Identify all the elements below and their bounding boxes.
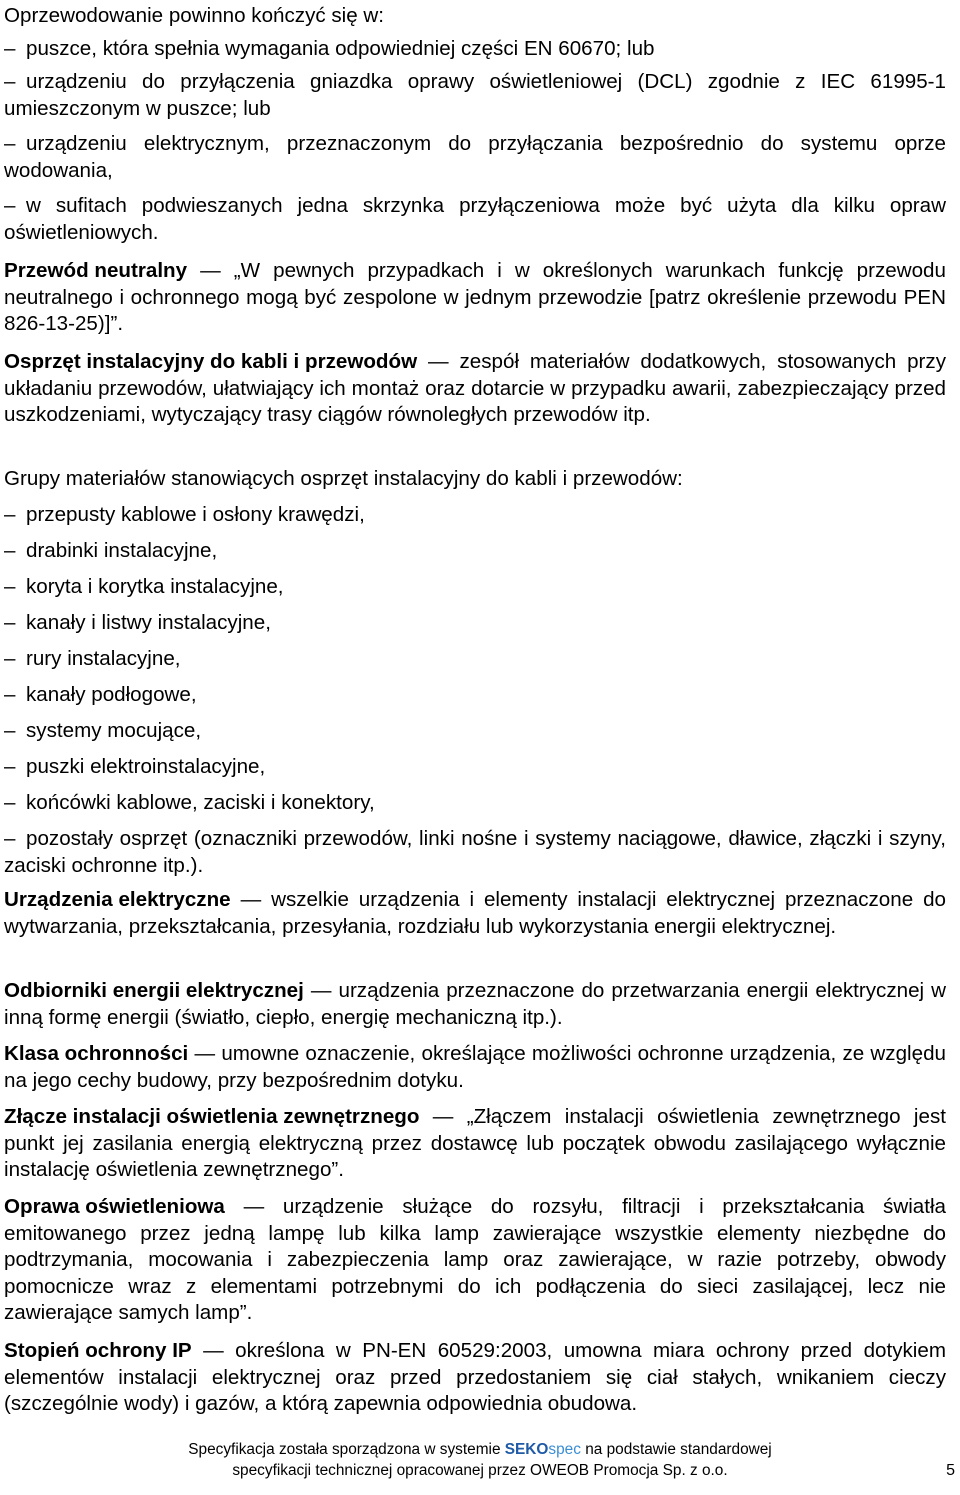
- sekospec-logo: [505, 1441, 581, 1458]
- list-item-text: drabinki instalacyjne,: [26, 539, 218, 562]
- list-item: [4, 36, 946, 63]
- dash-bullet: –: [4, 503, 16, 526]
- definition-text: urządzenie służące do rozsyłu, filtracji i przekształcania światła emitowanego przez jedną lampę lub kilka lamp zawierające wszystkie elementy niezbędne do podtrzymania, mocowania i zabezpieczenia lamp oraz zawierające, w razie potrzeby, obwody pomocnicze wraz z elementami potrzebnymi do ich podłączenia do sieci zasilającej, lecz nie zawierające samych lamp”.: [4, 1195, 946, 1324]
- em-dash: —: [203, 1339, 224, 1362]
- dash-bullet: –: [4, 194, 16, 217]
- em-dash: —: [200, 259, 221, 282]
- page-number: 5: [946, 1462, 955, 1479]
- list-item-text: kanały podłogowe,: [26, 683, 197, 706]
- list-item: [4, 193, 946, 246]
- list-item: [4, 754, 946, 781]
- list-item-text: pozostały osprzęt (oznaczniki przewodów, linki nośne i systemy naciągowe, dławice, złączki i szyny, zaciski ochronne itp.).: [4, 827, 946, 877]
- list-item: [4, 718, 946, 745]
- definition-text: umowne oznaczenie, określające możliwości ochronne urządzenia, ze względu na jego cechy budowy, przy bezpośrednim dotyku.: [4, 1042, 946, 1092]
- definition-luminaire: [4, 1194, 946, 1327]
- dash-bullet: –: [4, 755, 16, 778]
- definition-term: Przewód neutralny: [4, 259, 188, 282]
- definition-text: wszelkie urządzenia i elementy instalacji elektrycznej przeznaczone do wytwarzania, przekształcania, przesyłania, rozdziału lub wykorzystania energii elektrycznej.: [4, 888, 946, 938]
- list-item: [4, 682, 946, 709]
- list-item-text: urządzeniu elektrycznym, przeznaczonym do przyłączania bezpośrednio do systemu oprze wodowania,: [4, 132, 946, 182]
- definition-term: Urządzenia elektryczne: [4, 888, 231, 911]
- dash-bullet: –: [4, 647, 16, 670]
- intro-line: Oprzewodowanie powinno kończyć się w:: [4, 4, 385, 27]
- list-item-text: puszce, która spełnia wymagania odpowiedniej części EN 60670; lub: [26, 37, 655, 60]
- footer-line-2: specyfikacji technicznej opracowanej przez OWEOB Promocja Sp. z o.o.: [232, 1462, 728, 1479]
- list-item: [4, 574, 946, 601]
- groups-intro: Grupy materiałów stanowiących osprzęt instalacyjny do kabli i przewodów:: [4, 467, 683, 490]
- list-item: [4, 610, 946, 637]
- list-item-text: urządzeniu do przyłączenia gniazdka oprawy oświetleniowej (DCL) zgodnie z IEC 61995-1 umieszczonym w puszce; lub: [4, 70, 946, 120]
- em-dash: —: [310, 979, 332, 1002]
- list-item-text: przepusty kablowe i osłony krawędzi,: [26, 503, 365, 526]
- dash-bullet: –: [4, 827, 16, 850]
- definition-protection-class: [4, 1041, 946, 1094]
- definition-neutral: [4, 258, 946, 338]
- dash-bullet: –: [4, 719, 16, 742]
- definition-receivers: [4, 978, 946, 1031]
- definition-text: zespół materiałów dodatkowych, stosowanych przy układaniu przewodów, ułatwiający ich montaż oraz dotarcie w przypadku awarii, zabezpieczający przed uszkodzeniami, wytyczający trasy ciągów równoległych przewodów itp.: [4, 350, 946, 426]
- list-item-text: końcówki kablowe, zaciski i konektory,: [26, 791, 375, 814]
- list-item-text: w sufitach podwieszanych jedna skrzynka przyłączeniowa może być użyta dla kilku opraw oświetleniowych.: [4, 194, 946, 244]
- definition-term: Stopień ochrony IP: [4, 1339, 192, 1362]
- definition-text: urządzenia przeznaczone do przetwarzania energii elektrycznej w inną formę energii (światło, ciepło, energię mechaniczną itp.).: [4, 979, 946, 1029]
- em-dash: —: [428, 350, 449, 373]
- footer-line-1: [0, 1440, 960, 1460]
- dash-bullet: –: [4, 70, 16, 93]
- list-item-text: kanały i listwy instalacyjne,: [26, 611, 271, 634]
- list-item: [4, 538, 946, 565]
- dash-bullet: –: [4, 539, 16, 562]
- definition-text: określona w PN-EN 60529:2003, umowna miara ochrony przed dotykiem elementów instalacji elektrycznej oraz przed przedostaniem się ciał stałych, wnikaniem cieczy (szczególnie wody) i gazów, a którą zapewnia odpowiednia obudowa.: [4, 1339, 946, 1415]
- footer-text: na podstawie standardowej: [585, 1441, 772, 1458]
- list-item: [4, 646, 946, 673]
- dash-bullet: –: [4, 611, 16, 634]
- footer-text: Specyfikacja została sporządzona w systemie: [188, 1441, 501, 1458]
- em-dash: —: [432, 1105, 454, 1128]
- definition-text: „W pewnych przypadkach i w określonych warunkach funkcję przewodu neutralnego i ochronnego mogą być zespolone w jednym przewodzie [patrz określenie przewodu PEN 826-13-25)]”.: [4, 259, 946, 335]
- list-item-text: systemy mocujące,: [26, 719, 202, 742]
- definition-term: Klasa ochronności: [4, 1042, 189, 1065]
- dash-bullet: –: [4, 791, 16, 814]
- dash-bullet: –: [4, 683, 16, 706]
- definition-outdoor-joint: [4, 1104, 946, 1184]
- dash-bullet: –: [4, 575, 16, 598]
- list-item: [4, 69, 946, 122]
- definition-ip: [4, 1338, 946, 1418]
- list-item: [4, 790, 946, 817]
- definition-text: „Złączem instalacji oświetlenia zewnętrznego jest punkt jej zasilania energią elektryczną przez dostawcę lub początek obwodu zasilającego wyłącznie instalację oświetlenia zewnętrznego”.: [4, 1105, 946, 1181]
- definition-accessories: [4, 349, 946, 429]
- definition-term: Odbiorniki energii elektrycznej: [4, 979, 304, 1002]
- dash-bullet: –: [4, 37, 16, 60]
- definition-term: Oprawa oświetleniowa: [4, 1195, 225, 1218]
- definition-term: Złącze instalacji oświetlenia zewnętrznego: [4, 1105, 420, 1128]
- list-item: [4, 131, 946, 184]
- list-item: [4, 826, 946, 879]
- em-dash: —: [240, 888, 262, 911]
- logo-part-seko: SEKO: [504, 1441, 549, 1458]
- list-item: [4, 502, 946, 529]
- list-item-text: koryta i korytka instalacyjne,: [26, 575, 284, 598]
- em-dash: —: [243, 1195, 265, 1218]
- definition-term: Osprzęt instalacyjny do kabli i przewodów: [4, 350, 418, 373]
- list-item-text: rury instalacyjne,: [26, 647, 181, 670]
- dash-bullet: –: [4, 132, 16, 155]
- definition-devices: [4, 887, 946, 940]
- logo-part-spec: spec: [548, 1441, 581, 1458]
- em-dash: —: [194, 1042, 216, 1065]
- list-item-text: puszki elektroinstalacyjne,: [26, 755, 266, 778]
